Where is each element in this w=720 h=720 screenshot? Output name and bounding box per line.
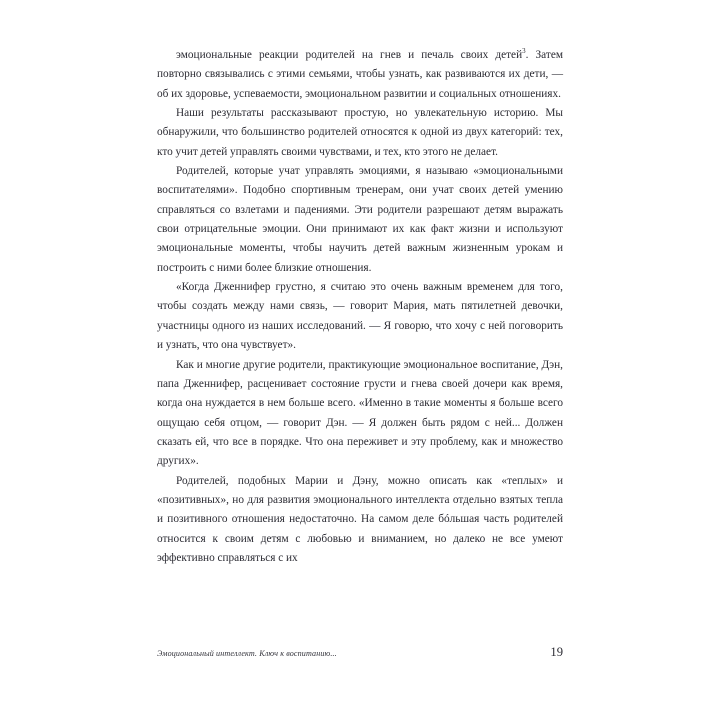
body-paragraph: Родителей, которые учат управлять эмоциями, я называю «эмоциональными воспитателями». Подобно спортивным тренерам, они учат своих детей умению справляться со взлетами и падениями. Эти родители разрешают детям выражать свои отрицательные эмоции. Они принимают их как факт жизни и используют эмоциональные моменты, чтобы научить детей важным жизненным урокам и построить с ними более близкие отношения.: [157, 165, 563, 274]
page-text-block: [157, 46, 563, 568]
body-paragraph: «Когда Дженнифер грустно, я считаю это очень важным временем для того, чтобы создать между нами связь, — говорит Мария, мать пятилетней девочки, участницы одного из наших исследований. — Я говорю, что хочу с ней поговорить и узнать, что она чувствует».: [157, 281, 563, 352]
running-title: Эмоциональный интеллект. Ключ к воспитанию...: [157, 649, 337, 658]
paragraph-text-tail: . Затем повторно связывались с этими семьями, чтобы узнать, как развиваются их дети, — об их здоровье, успеваемости, эмоциональном развитии и социальных отношениях.: [157, 49, 563, 100]
page-footer: [157, 645, 563, 660]
body-paragraph: Как и многие другие родители, практикующие эмоциональное воспитание, Дэн, папа Дженнифер, расценивает состояние грусти и гнева своей дочери как время, когда она нуждается в нем больше всего. «Именно в такие моменты я больше всего ощущаю себя отцом, — говорит Дэн. — Я должен быть рядом с ней... Должен сказать ей, что все в порядке. Что она переживет и эту проблему, как и множество других».: [157, 358, 563, 468]
page-number: 19: [550, 645, 563, 659]
body-paragraph: Наши результаты рассказывают простую, но увлекательную историю. Мы обнаружили, что большинство родителей относятся к одной из двух категорий: тех, кто учит детей управлять своими чувствами, и тех, кто этого не делает.: [157, 107, 563, 158]
body-paragraph: Родителей, подобных Марии и Дэну, можно описать как «теплых» и «позитивных», но для развития эмоционального интеллекта отдельно взятых тепла и позитивного отношения недостаточно. На самом деле бóльшая часть родителей относится к своим детям с любовью и вниманием, но далеко не все умеют эффективно справляться с их: [157, 474, 563, 564]
footnote-marker: 3: [522, 47, 526, 56]
paragraph-text-lead: эмоциональные реакции родителей на гнев и печаль своих детей: [176, 49, 523, 61]
body-paragraph: [157, 46, 563, 104]
